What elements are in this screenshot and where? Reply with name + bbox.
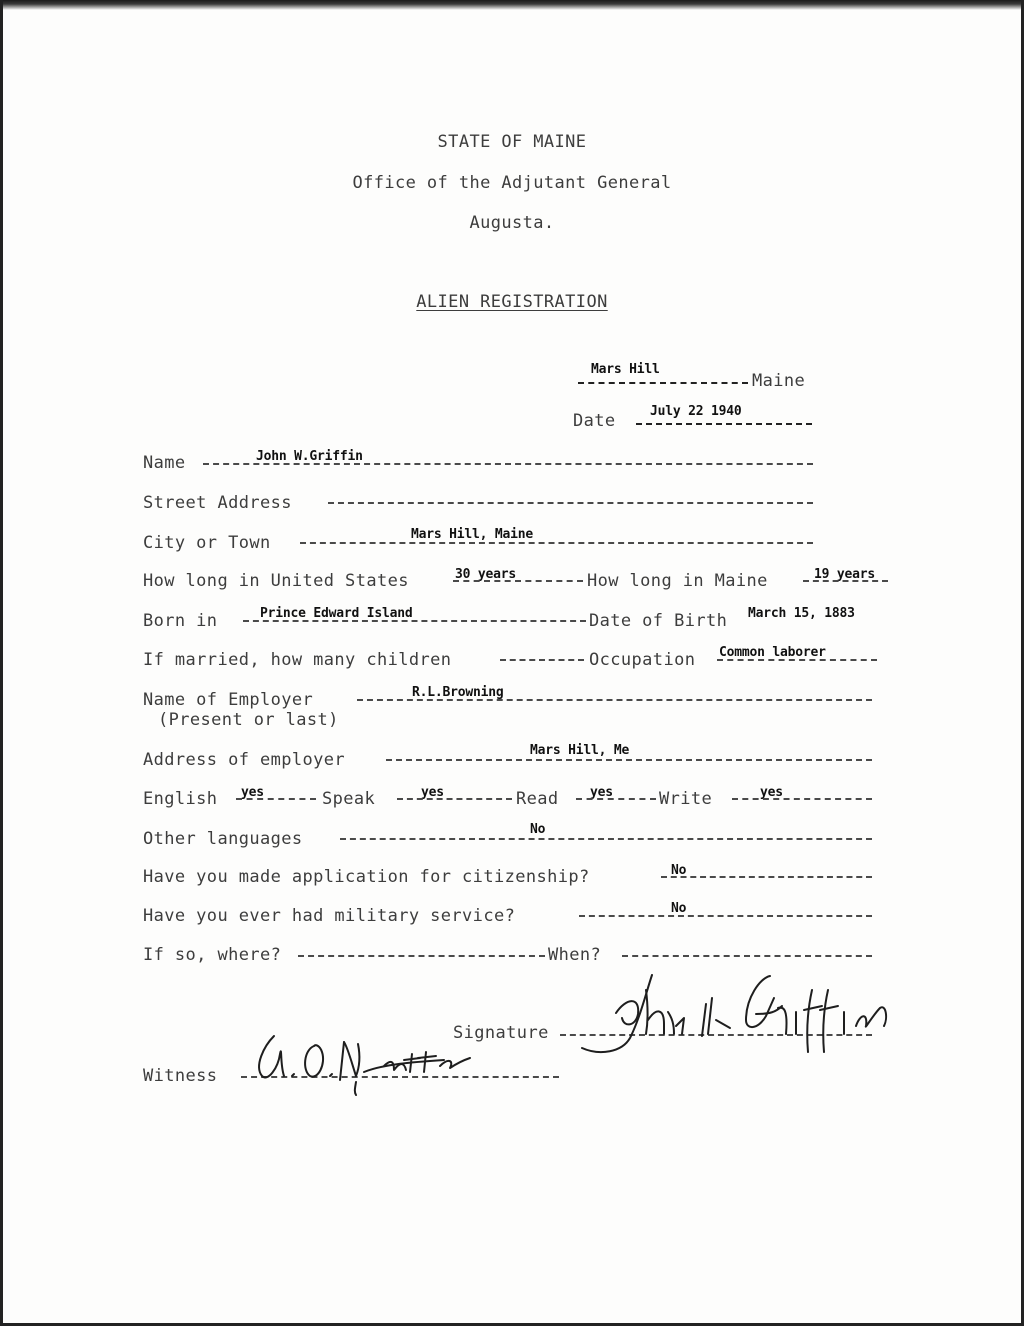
other-languages-value: No [530,822,546,837]
when-line [622,955,872,957]
us-duration-value: 30 years [455,567,517,582]
date-label: Date [573,411,616,431]
where-line [298,955,545,957]
speak-line [397,798,512,800]
employer-line [357,699,872,701]
form-title: ALIEN REGISTRATION [416,292,608,312]
office-heading: Office of the Adjutant General [352,173,672,193]
name-value: John W.Griffin [256,449,363,464]
write-value: yes [760,785,783,800]
employer-address-line [386,759,872,761]
dob-label: Date of Birth [589,611,728,631]
date-line [636,423,812,425]
dob-value: March 15, 1883 [748,606,855,621]
citizenship-value: No [671,863,687,878]
maine-duration-value: 19 years [814,567,876,582]
born-in-label: Born in [143,611,218,631]
born-in-value: Prince Edward Island [260,606,413,621]
citizenship-label: Have you made application for citizenship? [143,867,590,887]
citizenship-line [661,876,872,878]
english-value: yes [241,785,264,800]
children-line [500,659,584,661]
city-value: Mars Hill, Maine [411,527,534,542]
write-line [732,798,872,800]
scan-edge-top [0,0,1024,10]
street-address-label: Street Address [143,493,292,513]
signature-label: Signature [453,1023,549,1043]
city-line [300,542,813,544]
maine-duration-label: How long in Maine [587,571,768,591]
military-label: Have you ever had military service? [143,906,516,926]
employer-address-label: Address of employer [143,750,346,770]
military-value: No [671,901,687,916]
place-state-label: Maine [752,371,806,391]
write-label: Write [659,789,713,809]
us-duration-line [453,580,583,582]
employer-sublabel: (Present or last) [158,710,339,730]
occupation-line [717,659,877,661]
english-label: English [143,789,218,809]
occupation-label: Occupation [589,650,696,670]
witness-handwriting [244,1024,514,1096]
read-line [576,798,656,800]
read-value: yes [590,785,613,800]
children-label: If married, how many children [143,650,452,670]
read-label: Read [516,789,559,809]
street-address-line [328,502,813,504]
place-town-line [578,382,748,384]
date-value: July 22 1940 [650,404,742,419]
city-label: City or Town [143,533,271,553]
english-line [236,798,316,800]
maine-duration-line [803,580,888,582]
scan-edge-left [0,0,3,1326]
where-label: If so, where? [143,945,282,965]
witness-label: Witness [143,1066,218,1086]
speak-value: yes [421,785,444,800]
other-languages-line [340,838,872,840]
state-heading: STATE OF MAINE [437,132,587,152]
when-label: When? [548,945,602,965]
military-line [579,915,872,917]
speak-label: Speak [322,789,376,809]
city-heading: Augusta. [469,213,555,233]
us-duration-label: How long in United States [143,571,409,591]
born-in-line [243,620,586,622]
occupation-value: Common laborer [719,645,826,660]
employer-value: R.L.Browning [412,685,504,700]
employer-label: Name of Employer [143,690,314,710]
other-languages-label: Other languages [143,829,303,849]
name-line [203,463,813,465]
name-label: Name [143,453,186,473]
place-town-value: Mars Hill [591,362,660,377]
employer-address-value: Mars Hill, Me [530,743,630,758]
signature-handwriting [560,968,900,1063]
